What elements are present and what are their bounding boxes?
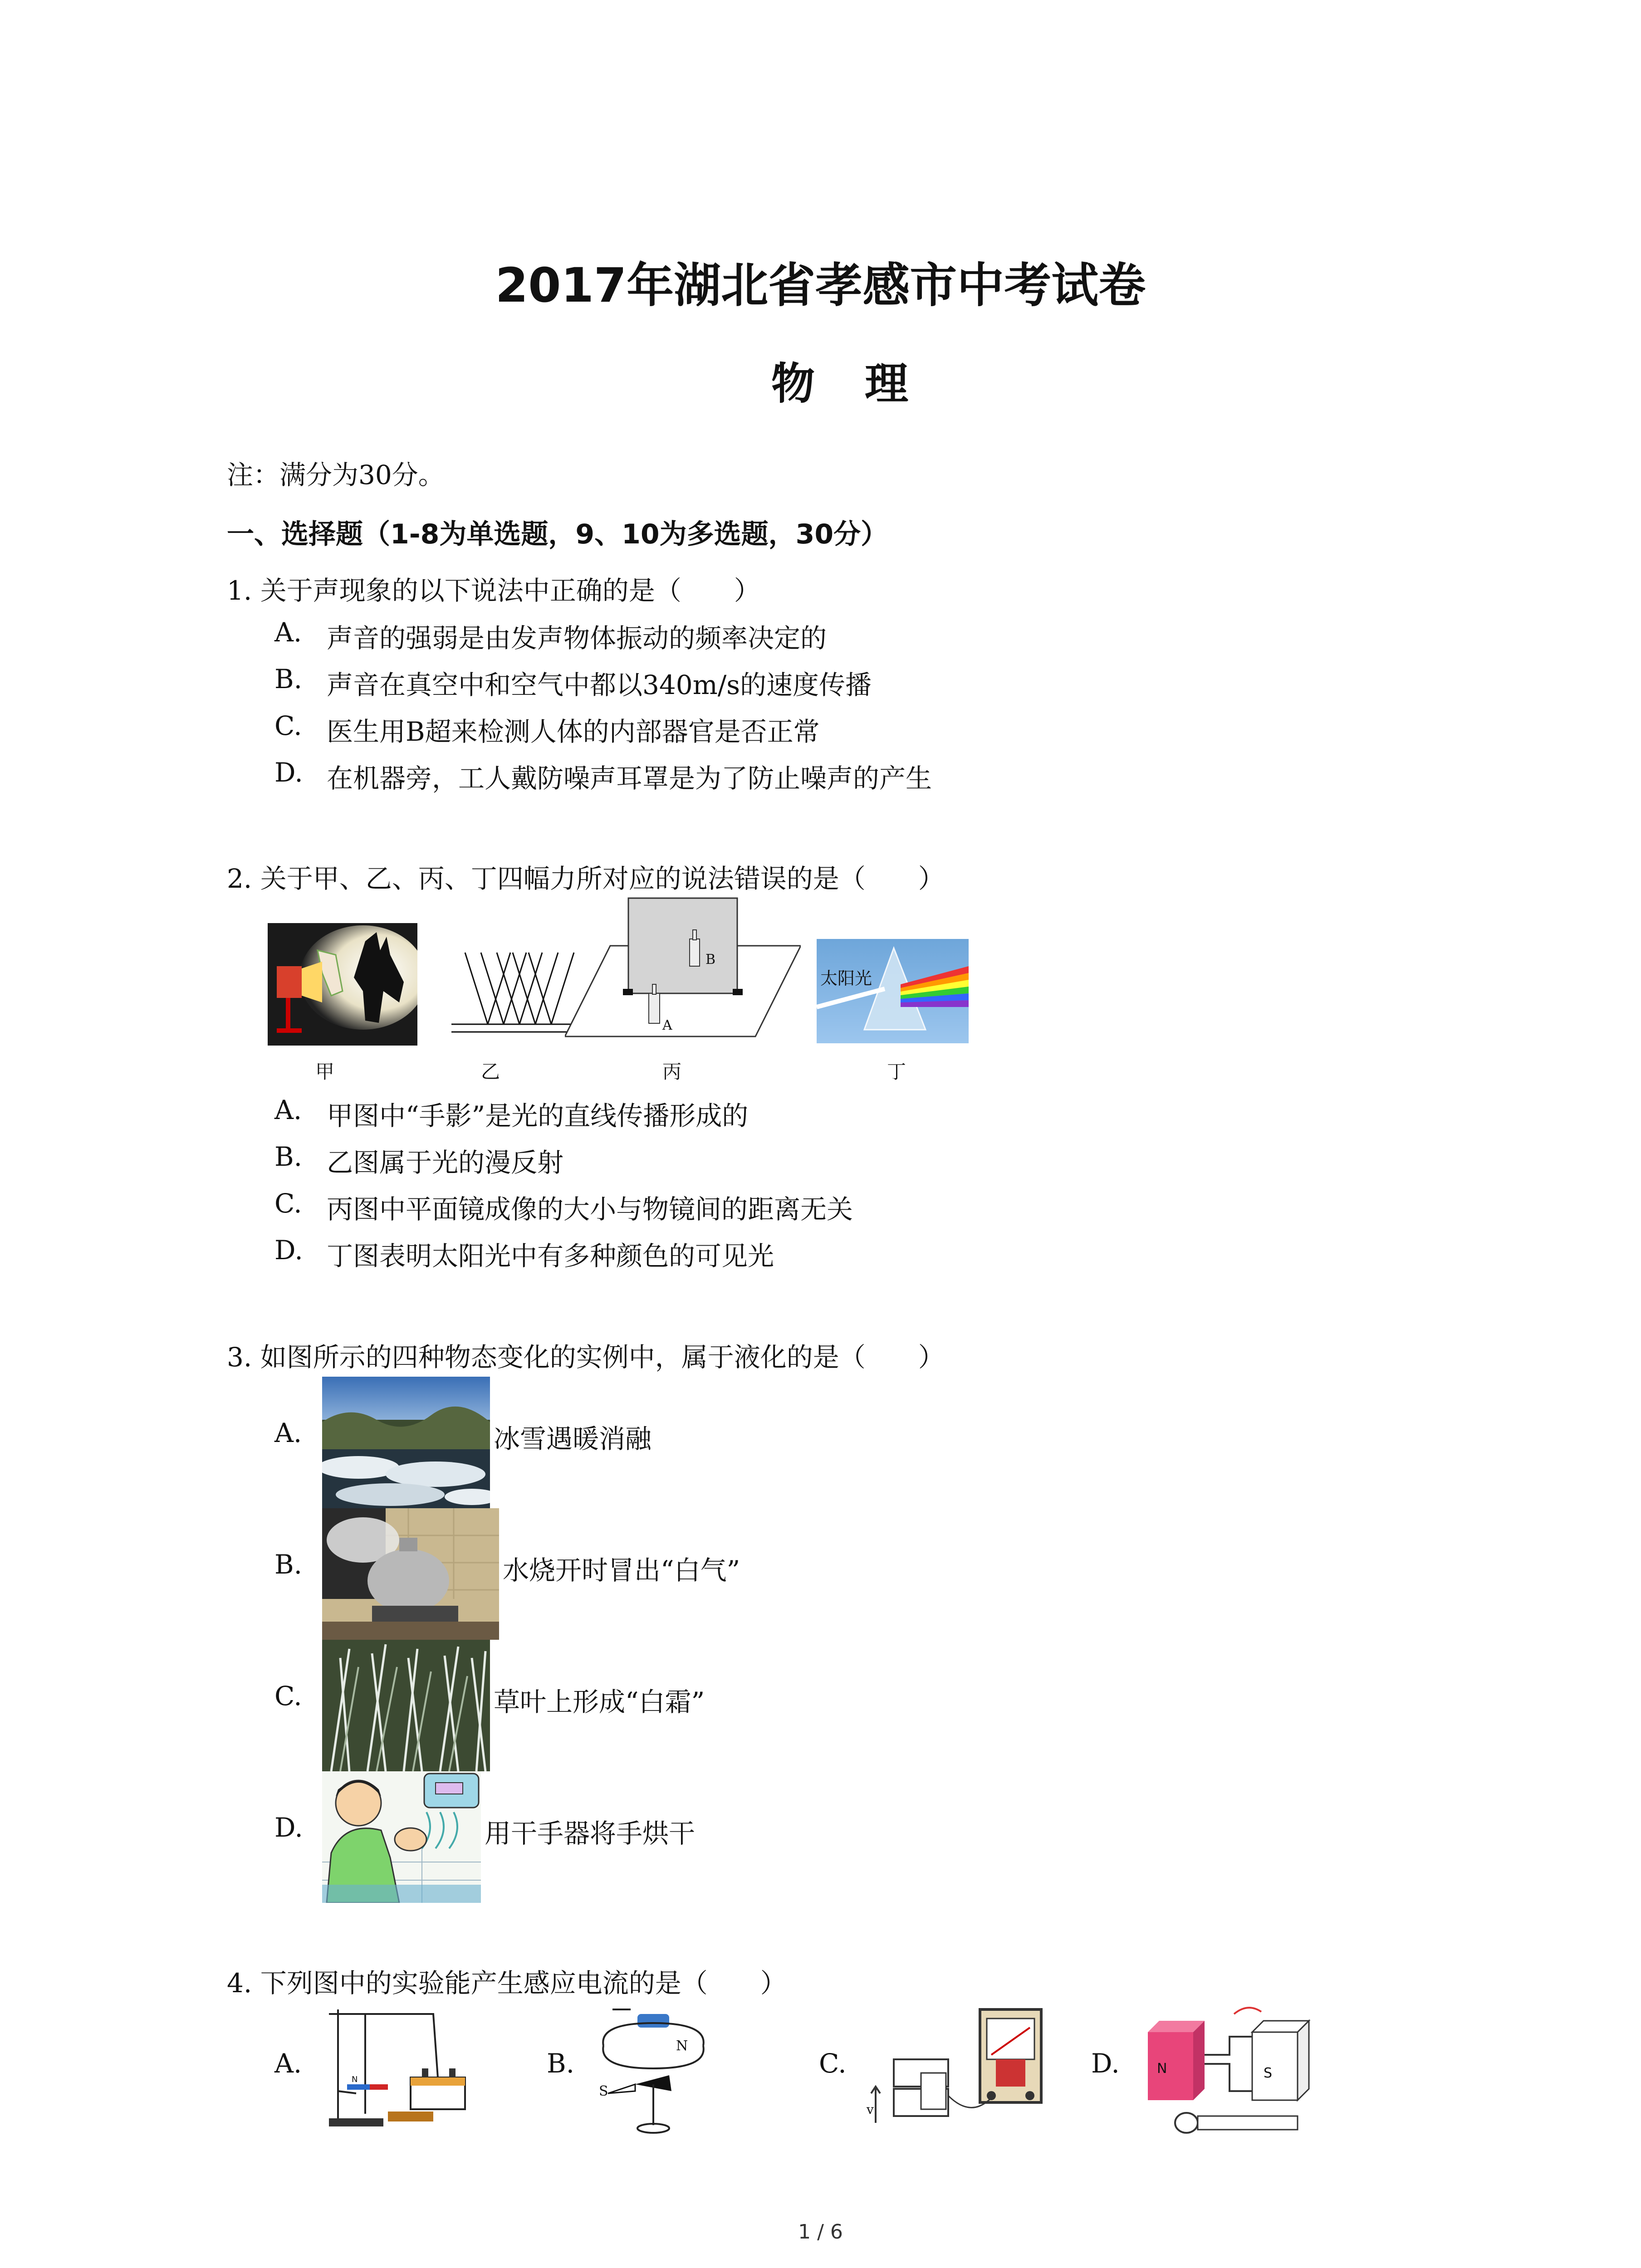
exam-title: 2017年湖北省孝感市中考试卷	[495, 258, 1146, 313]
question-3-stem: 3. 如图所示的四种物态变化的实例中，属于液化的是（ ）	[227, 1342, 945, 1373]
q3-option-d-label: D.	[274, 1812, 303, 1843]
magnet-coil-icon	[1139, 2000, 1316, 2141]
q3-option-c-text: 草叶上形成“白霜”	[494, 1686, 705, 1717]
q4-option-c-label: C.	[819, 2048, 847, 2079]
sunlight-label: 太阳光	[820, 968, 872, 988]
svg-text:S: S	[1264, 2065, 1273, 2081]
q2-option-c-label: C.	[274, 1188, 302, 1219]
oersted-experiment-icon	[320, 2000, 483, 2136]
figure-caption-bing: 丙	[662, 1061, 682, 1083]
question-4-stem: 4. 下列图中的实验能产生感应电流的是（ ）	[227, 1968, 787, 1999]
q1-option-c-label: C.	[274, 710, 302, 741]
q3-option-c-label: C.	[274, 1681, 302, 1711]
q3-option-b-text: 水烧开时冒出“白气”	[503, 1555, 740, 1586]
svg-text:N: N	[676, 2038, 688, 2054]
prism-dispersion-icon	[817, 939, 969, 1043]
hand-dryer-icon	[322, 1771, 481, 1903]
figure-caption-ding: 丁	[887, 1061, 906, 1083]
q1-option-b-label: B.	[274, 664, 303, 694]
q2-option-a-text: 甲图中“手影”是光的直线传播形成的	[327, 1100, 749, 1131]
q4-option-b-label: B.	[547, 2048, 575, 2079]
hand-shadow-icon	[268, 923, 417, 1046]
figure-caption-jia: 甲	[315, 1061, 335, 1083]
q2-option-d-label: D.	[274, 1235, 303, 1266]
q1-option-b-text: 声音在真空中和空气中都以340m/s的速度传播	[327, 670, 872, 700]
q4-option-d-label: D.	[1091, 2048, 1120, 2079]
compass-icon	[590, 2005, 717, 2136]
mirror-label-a: A	[662, 1017, 672, 1033]
generator-experiment-icon	[867, 2005, 1043, 2136]
score-note: 注：满分为30分。	[227, 459, 445, 490]
q2-option-b-text: 乙图属于光的漫反射	[327, 1147, 564, 1178]
question-1-stem: 1. 关于声现象的以下说法中正确的是（ ）	[227, 575, 760, 606]
frost-grass-photo	[322, 1640, 490, 1771]
diffuse-reflection-icon	[447, 943, 583, 1043]
snow-melt-photo	[322, 1377, 490, 1508]
q3-option-d-text: 用干手器将手烘干	[485, 1818, 696, 1849]
section-heading: 一、选择题（1-8为单选题，9、10为多选题，30分）	[227, 518, 888, 550]
q1-option-a-text: 声音的强弱是由发声物体振动的频率决定的	[327, 623, 827, 654]
svg-text:v: v	[867, 2102, 874, 2117]
svg-text:S: S	[599, 2083, 608, 2099]
mirror-label-b: B	[705, 952, 716, 968]
q3-option-b-label: B.	[274, 1549, 303, 1580]
plane-mirror-icon	[565, 896, 801, 1046]
exam-subject: 物理	[771, 358, 958, 409]
q1-option-d-label: D.	[274, 757, 303, 788]
q1-option-d-text: 在机器旁，工人戴防噪声耳罩是为了防止噪声的产生	[327, 763, 932, 794]
q2-option-a-label: A.	[274, 1095, 302, 1125]
q3-option-a-text: 冰雪遇暖消融	[494, 1423, 652, 1454]
q2-option-b-label: B.	[274, 1141, 303, 1172]
question-2-stem: 2. 关于甲、乙、丙、丁四幅力所对应的说法错误的是（ ）	[227, 863, 945, 894]
q4-option-a-label: A.	[274, 2048, 302, 2079]
q3-option-a-label: A.	[274, 1418, 302, 1448]
q2-option-c-text: 丙图中平面镜成像的大小与物镜间的距离无关	[327, 1194, 853, 1225]
kettle-steam-photo	[322, 1508, 499, 1640]
q1-option-a-label: A.	[274, 617, 302, 648]
q2-option-d-text: 丁图表明太阳光中有多种颜色的可见光	[327, 1241, 774, 1271]
svg-text:N: N	[1157, 2061, 1167, 2077]
svg-text:N: N	[352, 2075, 358, 2084]
page-number: 1 / 6	[798, 2220, 843, 2244]
figure-caption-yi: 乙	[481, 1061, 500, 1083]
q1-option-c-text: 医生用B超来检测人体的内部器官是否正常	[327, 716, 820, 747]
